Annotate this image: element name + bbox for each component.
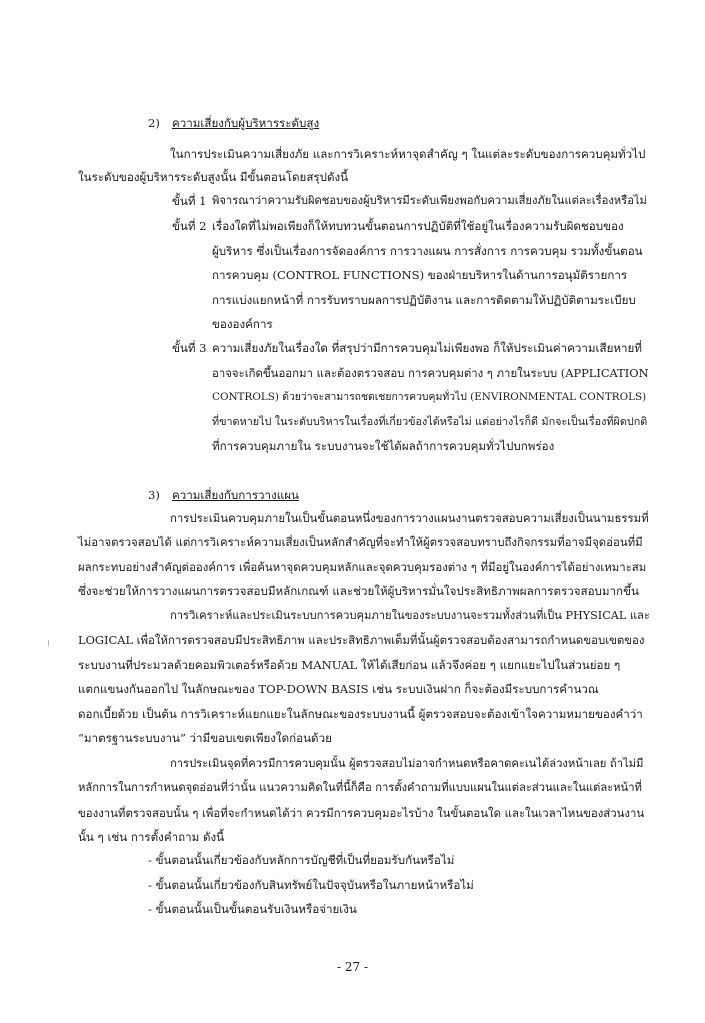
page-number: - 27 - <box>336 960 368 974</box>
step-2-line-5: ขององค์การ <box>212 317 273 331</box>
step-3-label: ขั้นที่ 3 <box>172 341 207 355</box>
step-3-line-1: ความเสี่ยงภัยในเรื่องใด ที่สรุปว่ามีการควบคุมไม่เพียงพอ ก็ให้ประเมินค่าความเสียหายที่ <box>212 341 642 355</box>
bullet-item-2: - ขั้นตอนนั้นเกี่ยวข้องกับสินทรัพย์ในปัจจุบันหรือในภายหน้าหรือไม่ <box>148 878 474 892</box>
step-1-label: ขั้นที่ 1 <box>172 194 207 208</box>
section-3-para-2-line-1: การวิเคราะห์และประเมินระบบการควบคุมภายในของระบบงานจะรวมทั้งส่วนที่เป็น PHYSICAL และ <box>170 609 650 622</box>
section-3-para-3-line-4: นั้น ๆ เช่น การตั้งคำถาม ดังนี้ <box>78 830 225 844</box>
section-2-heading: ความเสี่ยงกับผู้บริหารระดับสูง <box>172 116 320 130</box>
section-3-para-2-line-4: แตกแขนงกันออกไป ในลักษณะของ TOP-DOWN BASIS เช่น ระบบเงินฝาก ก็จะต้องมีระบบการคำนวณ <box>78 682 599 696</box>
section-3-para-2-line-6: “มาตรฐานระบบงาน” ว่ามีขอบเขตเพียงใดก่อนด้วย <box>78 731 332 745</box>
step-3-line-4: ที่ขาดหายไป ในระดับบริหารในเรื่องที่เกี่ยวข้องได้หรือไม่ แต่อย่างไรก็ดี มักจะเป็นเรื่องที่ผิดปกติ <box>212 415 648 428</box>
section-3-para-3-line-1: การประเมินจุดที่ควรมีการควบคุมนั้น ผู้ตรวจสอบไม่อาจกำหนดหรือคาดคะเนได้ล่วงหน้าเลย ถ้าไม่มี <box>170 757 644 770</box>
step-2-line-2: ผู้บริหาร ซึ่งเป็นเรื่องการจัดองค์การ การวางแผน การสั่งการ การควบคุม รวมทั้งขั้นตอน <box>212 244 643 258</box>
step-2-line-1: เรื่องใดที่ไม่พอเพียงก็ให้ทบทวนขั้นตอนการปฏิบัติที่ใช้อยู่ในเรื่องความรับผิดชอบของ <box>212 219 624 233</box>
margin-mark <box>48 640 49 646</box>
section-3-para-1-line-1: การประเมินควบคุมภายในเป็นขั้นตอนหนึ่งของการวางแผนงานตรวจสอบความเสี่ยงเป็นนามธรรมที่ <box>170 511 649 525</box>
section-3-para-1-line-4: ซึ่งจะช่วยให้การวางแผนการตรวจสอบมีหลักเกณฑ์ และช่วยให้ผู้บริหารมั่นใจประสิทธิภาพผลการตรวจสอบมากขึ้น <box>78 584 639 598</box>
section-2-intro-line-2: ในระดับของผู้บริหารระดับสูงนั้น มีขั้นตอนโดยสรุปดังนี้ <box>78 170 349 184</box>
section-3-number: 3) <box>148 488 160 502</box>
step-1-line-1: พิจารณาว่าความรับผิดชอบของผู้บริหารมีระดับเพียงพอกับความเสี่ยงภัยในแต่ละเรื่องหรือไม่ <box>212 194 647 207</box>
section-3-para-2-line-5: ดอกเบี้ยด้วย เป็นต้น การวิเคราะห์แยกแยะในลักษณะของระบบงานนี้ ผู้ตรวจสอบจะต้องเข้าใจความหมายของคำว่า <box>78 707 643 721</box>
bullet-item-1: - ขั้นตอนนั้นเกี่ยวข้องกับหลักการบัญชีที่เป็นที่ยอมรับกันหรือไม่ <box>148 853 455 867</box>
section-3-para-1-line-3: ผลกระทบอย่างสำคัญต่อองค์การ เพื่อค้นหาจุดควบคุมหลักและจุดควบคุมรองต่าง ๆ ที่มีอยู่ในองค์การได้อย่างเหมาะสม <box>78 560 647 574</box>
section-2-number: 2) <box>148 116 160 130</box>
step-2-line-3: การควบคุม (CONTROL FUNCTIONS) ของฝ่ายบริหารในด้านการอนุมัติรายการ <box>212 268 628 282</box>
step-3-line-2: อาจจะเกิดขึ้นออกมา และต้องตรวจสอบ การควบคุมต่าง ๆ ภายในระบบ (APPLICATION <box>212 366 649 380</box>
section-3-para-2-line-2: LOGICAL เพื่อให้การตรวจสอบมีประสิทธิภาพ และประสิทธิภาพเต็มที่นั้นผู้ตรวจสอบต้องสามารถกำหนดขอบเขตของ <box>78 633 645 647</box>
section-3-para-1-line-2: ไม่อาจตรวจสอบได้ แต่การวิเคราะห์ความเสี่ยงเป็นหลักสำคัญที่จะทำให้ผู้ตรวจสอบทราบถึงกิจกรรมที่อาจมีจุดอ่อนที่มี <box>78 535 643 549</box>
step-2-label: ขั้นที่ 2 <box>172 219 207 233</box>
step-3-line-5: ที่การควบคุมภายใน ระบบงานจะใช้ได้ผลถ้าการควบคุมทั่วไปบกพร่อง <box>212 439 555 453</box>
step-3-line-3: CONTROLS) ด้วยว่าจะสามารถชดเชยการควบคุมทั่วไป (ENVIRONMENTAL CONTROLS) <box>212 391 647 403</box>
section-3-heading: ความเสี่ยงกับการวางแผน <box>172 488 299 502</box>
bullet-item-3: - ขั้นตอนนั้นเป็นขั้นตอนรับเงินหรือจ่ายเงิน <box>148 902 357 916</box>
section-3-para-3-line-3: ของงานที่ตรวจสอบนั้น ๆ เพื่อที่จะกำหนดได้ว่า ควรมีการควบคุมอะไรบ้าง ในขั้นตอนใด และในเวลาไหนของส่วนงาน <box>78 806 645 820</box>
section-2-intro-line-1: ในการประเมินความเสี่ยงภัย และการวิเคราะห์หาจุดสำคัญ ๆ ในแต่ละระดับของการควบคุมทั่วไป <box>170 147 646 161</box>
section-3-para-2-line-3: ระบบงานที่ประมวลด้วยคอมพิวเตอร์หรือด้วย MANUAL ให้ได้เสียก่อน แล้วจึงค่อย ๆ แยกแยะไปในส่วนย่อย ๆ <box>78 658 621 672</box>
step-2-line-4: การแบ่งแยกหน้าที่ การรับทราบผลการปฏิบัติงาน และการติดตามให้ปฏิบัติตามระเบียบ <box>212 293 636 307</box>
section-3-para-3-line-2: หลักการในการกำหนดจุดอ่อนที่ว่านั้น แนวความคิดในที่นี้ก็คือ การตั้งคำถามที่แบบแผนในแต่ละส่วนและในแต่ละหน้าที่ <box>78 781 642 794</box>
